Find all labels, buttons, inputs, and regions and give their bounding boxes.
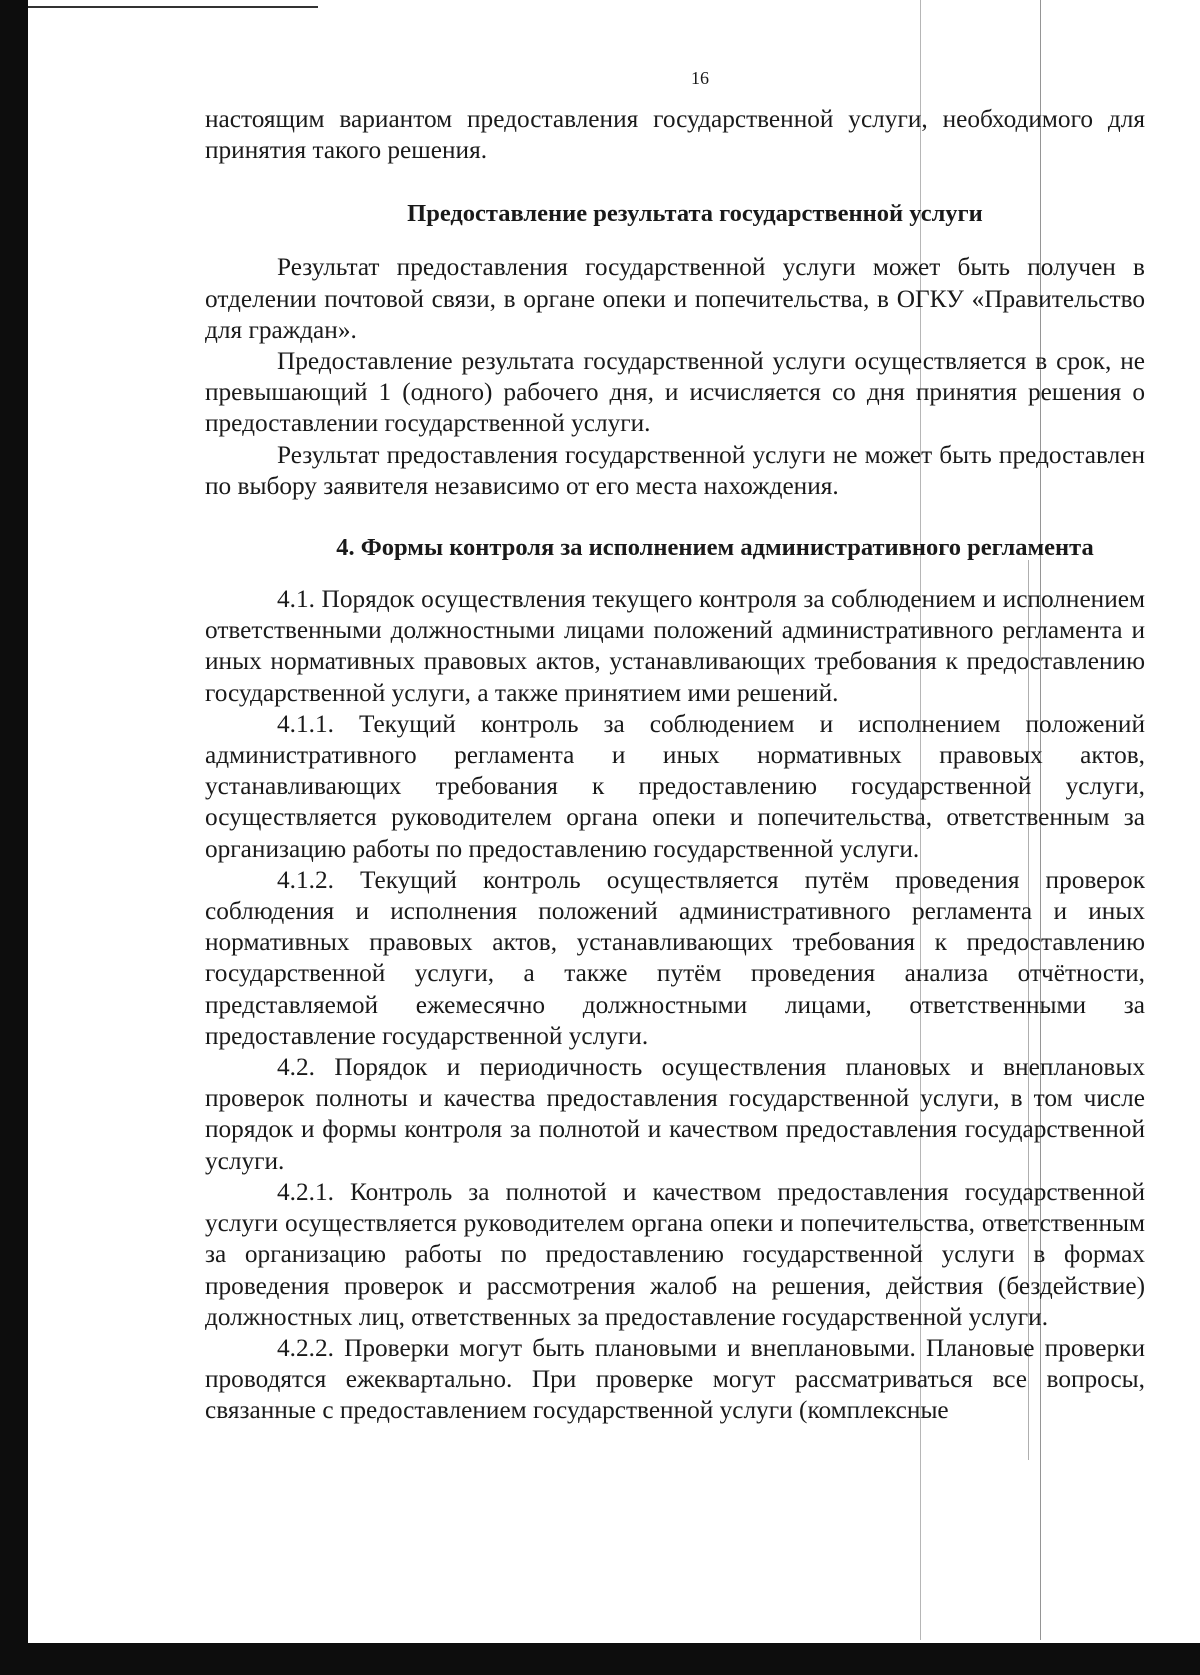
- heading-section-4: 4. Формы контроля за исполнением административного регламента: [336, 534, 1094, 562]
- scan-edge-bottom: [28, 1643, 1200, 1675]
- paragraph-continuation: настоящим вариантом предоставления государственной услуги, необходимого для принятия такого решения.: [205, 105, 1145, 165]
- paragraph-4-2-2: 4.2.2. Проверки могут быть плановыми и внеплановыми. Плановые проверки проводятся ежеквартально. При проверке могут рассматриваться все вопросы, связанные с предоставлением государственной услуги (комплексные: [205, 1333, 1145, 1425]
- paragraph-4-1-1: 4.1.1. Текущий контроль за соблюдением и исполнением положений административного регламента и иных нормативных правовых актов, устанавливающих требования к предоставлению государственной услуги, осуществляется руководителем органа опеки и попечительства, ответственным за организацию работы по предоставлению государственной услуги.: [205, 709, 1145, 863]
- paragraph: Предоставление результата государственной услуги осуществляется в срок, не превышающий 1 (одного) рабочего дня, и исчисляется со дня принятия решения о предоставлении государственной услуги.: [205, 347, 1145, 438]
- paragraph-4-2: 4.2. Порядок и периодичность осуществления плановых и внеплановых проверок полноты и качества предоставления государственной услуги, в том числе порядок и формы контроля за полнотой и качеством предоставления государственной услуги.: [205, 1053, 1145, 1175]
- document-page: [205, 66, 1145, 1427]
- scan-edge-left: [0, 0, 28, 1675]
- paragraph-4-1-2: 4.1.2. Текущий контроль осуществляется путём проведения проверок соблюдения и исполнения положений административного регламента и иных нормативных правовых актов, устанавливающих требования к предоставлению государственной услуги, а также путём проведения анализа отчётности, представляемой ежемесячно должностными лицами, ответственными за предоставление государственной услуги.: [205, 865, 1145, 1050]
- paragraph-4-1: 4.1. Порядок осуществления текущего контроля за соблюдением и исполнением ответственными должностными лицами положений административного регламента и иных нормативных правовых актов, устанавливающих требования к предоставлению государственной услуги, а также принятием ими решений.: [205, 585, 1145, 707]
- heading-result-provision: Предоставление результата государственной услуги: [407, 200, 983, 228]
- paragraph: Результат предоставления государственной услуги может быть получен в отделении почтовой связи, в органе опеки и попечительства, в ОГКУ «Правительство для граждан».: [205, 253, 1145, 344]
- page-number: 16: [691, 68, 709, 88]
- paragraph: Результат предоставления государственной услуги не может быть предоставлен по выбору заявителя независимо от его места нахождения.: [205, 440, 1145, 500]
- paragraph-4-2-1: 4.2.1. Контроль за полнотой и качеством предоставления государственной услуги осуществляется руководителем органа опеки и попечительства, ответственным за организацию работы по предоставлению государственной услуги в формах проведения проверок и рассмотрения жалоб на решения, действия (бездействие) должностных лиц, ответственных за предоставление государственной услуги.: [205, 1177, 1145, 1331]
- scan-edge-top: [28, 6, 318, 8]
